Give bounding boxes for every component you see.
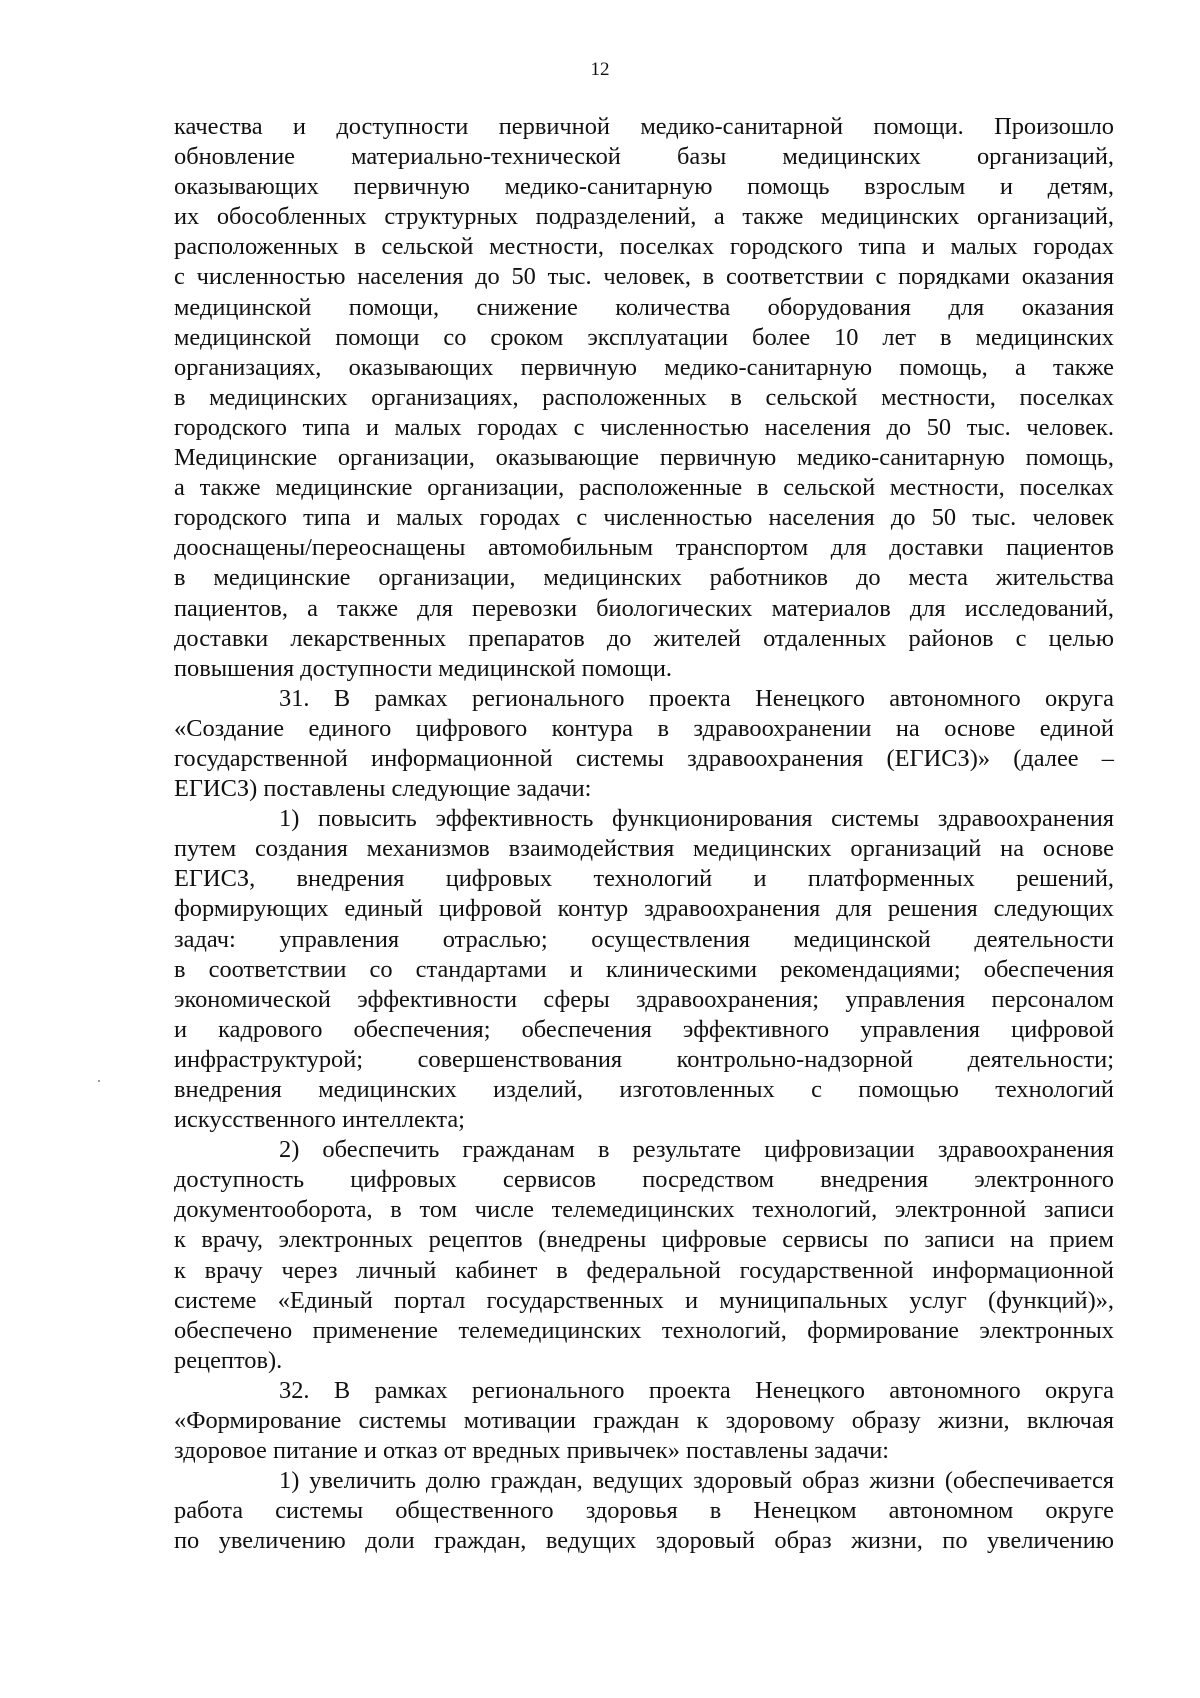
- text-line: работа системы общественного здоровья в Ненецком автономном округе: [174, 1497, 1114, 1525]
- text-line: к врачу через личный кабинет в федеральной государственной информационной: [174, 1256, 1114, 1284]
- text-line: в медицинских организациях, расположенных в сельской местности, поселках: [174, 383, 1114, 411]
- text-line: рецептов).: [174, 1346, 283, 1374]
- text-line: медицинской помощи со сроком эксплуатации более 10 лет в медицинских: [174, 323, 1114, 351]
- text-line: экономической эффективности сферы здравоохранения; управления персоналом: [174, 985, 1114, 1013]
- text-line: задач: управления отраслью; осуществления медицинской деятельности: [174, 925, 1114, 953]
- text-line: в медицинские организации, медицинских работников до места жительства: [174, 564, 1114, 592]
- text-line: ЕГИСЗ, внедрения цифровых технологий и платформенных решений,: [174, 865, 1114, 893]
- text-line: 31. В рамках регионального проекта Ненецкого автономного округа: [279, 684, 1114, 712]
- text-line: городского типа и малых городах с численностью населения до 50 тыс. человек.: [174, 413, 1114, 441]
- paragraph-p5: [174, 1376, 1114, 1466]
- text-line: системе «Единый портал государственных и муниципальных услуг (функций)»,: [174, 1286, 1114, 1314]
- paragraph-p1: [174, 112, 1114, 684]
- text-line: повышения доступности медицинской помощи.: [174, 654, 672, 682]
- text-line: в соответствии со стандартами и клиническими рекомендациями; обеспечения: [174, 955, 1114, 983]
- text-line: 1) увеличить долю граждан, ведущих здоровый образ жизни (обеспечивается: [279, 1467, 1114, 1495]
- text-line: расположенных в сельской местности, поселках городского типа и малых городах: [174, 233, 1114, 261]
- text-line: дооснащены/переоснащены автомобильным транспортом для доставки пациентов: [174, 534, 1114, 562]
- text-line: к врачу, электронных рецептов (внедрены цифровые сервисы по записи на прием: [174, 1226, 1114, 1254]
- paragraph-p6: [174, 1466, 1114, 1556]
- text-line: искусственного интеллекта;: [174, 1106, 465, 1134]
- text-line: 32. В рамках регионального проекта Ненецкого автономного округа: [279, 1376, 1114, 1404]
- text-line: документооборота, в том числе телемедицинских технологий, электронной записи: [174, 1196, 1114, 1224]
- text-line: формирующих единый цифровой контур здравоохранения для решения следующих: [174, 895, 1114, 923]
- text-line: пациентов, а также для перевозки биологических материалов для исследований,: [174, 594, 1114, 622]
- text-line: Медицинские организации, оказывающие первичную медико-санитарную помощь,: [174, 444, 1114, 472]
- document-body: [174, 112, 1114, 1557]
- text-line: внедрения медицинских изделий, изготовленных с помощью технологий: [174, 1076, 1114, 1103]
- text-line: по увеличению доли граждан, ведущих здоровый образ жизни, по увеличению: [174, 1527, 1114, 1555]
- text-line: обновление материально-технической базы медицинских организаций,: [174, 143, 1114, 171]
- page-number: 12: [590, 59, 610, 80]
- paragraph-p3: [174, 804, 1114, 1135]
- text-line: обеспечено применение телемедицинских технологий, формирование электронных: [174, 1316, 1114, 1344]
- text-line: городского типа и малых городах с численностью населения до 50 тыс. человек: [174, 504, 1114, 532]
- text-line: с численностью населения до 50 тыс. человек, в соответствии с порядками оказания: [174, 263, 1114, 291]
- text-line: доступность цифровых сервисов посредством внедрения электронного: [174, 1166, 1114, 1194]
- text-line: и кадрового обеспечения; обеспечения эффективного управления цифровой: [174, 1015, 1114, 1043]
- text-line: инфраструктурой; совершенствования контрольно-надзорной деятельности;: [174, 1045, 1114, 1073]
- text-line: путем создания механизмов взаимодействия медицинских организаций на основе: [174, 835, 1114, 863]
- text-line: 1) повысить эффективность функционирования системы здравоохранения: [279, 805, 1114, 833]
- text-line: качества и доступности первичной медико-санитарной помощи. Произошло: [174, 113, 1114, 140]
- text-line: здоровое питание и отказ от вредных привычек» поставлены задачи:: [174, 1437, 890, 1465]
- text-line: государственной информационной системы здравоохранения (ЕГИСЗ)» (далее –: [174, 744, 1114, 772]
- text-line: «Создание единого цифрового контура в здравоохранении на основе единой: [174, 714, 1114, 742]
- scan-artifact-dot: [98, 1080, 100, 1082]
- text-line: их обособленных структурных подразделений, а также медицинских организаций,: [174, 203, 1114, 231]
- text-line: медицинской помощи, снижение количества оборудования для оказания: [174, 293, 1114, 321]
- text-line: а также медицинские организации, расположенные в сельской местности, поселках: [174, 474, 1114, 502]
- text-line: «Формирование системы мотивации граждан к здоровому образу жизни, включая: [174, 1407, 1114, 1435]
- text-line: организациях, оказывающих первичную медико-санитарную помощь, а также: [174, 353, 1114, 381]
- paragraph-p4: [174, 1135, 1114, 1376]
- text-line: оказывающих первичную медико-санитарную помощь взрослым и детям,: [174, 173, 1114, 201]
- text-line: доставки лекарственных препаратов до жителей отдаленных районов с целью: [174, 624, 1114, 652]
- text-line: ЕГИСЗ) поставлены следующие задачи:: [174, 775, 592, 803]
- text-line: 2) обеспечить гражданам в результате цифровизации здравоохранения: [279, 1136, 1114, 1164]
- paragraph-p2: [174, 684, 1114, 804]
